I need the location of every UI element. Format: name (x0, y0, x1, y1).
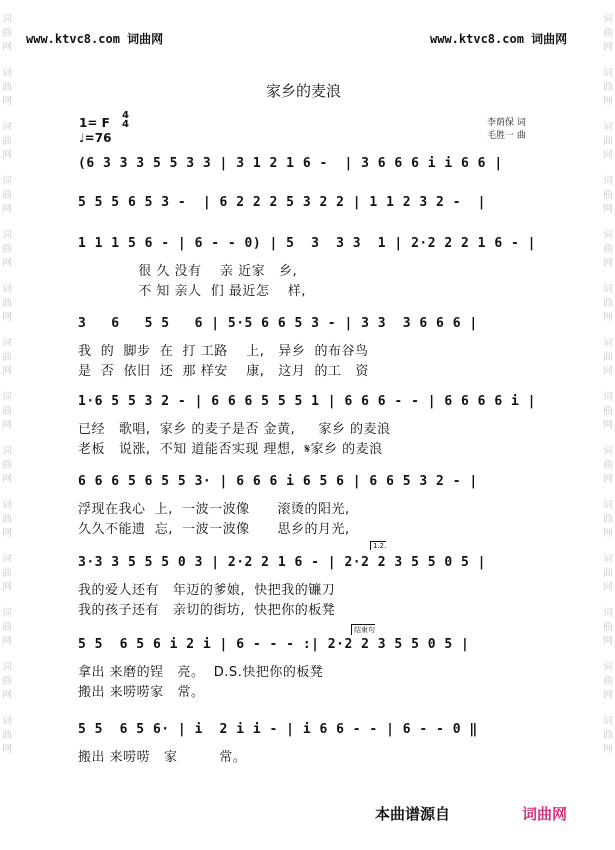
watermark-glyphs: 词 曲 网 (603, 608, 613, 647)
lyric-row: 很 久 没有 亲 近家 乡, (78, 264, 298, 279)
notation-row: 5 5 5 6 5 3 - | 6 2 2 2 5 3 2 2 | 1 1 2 3 2 - | (78, 195, 487, 210)
lyric-row: 久久不能遗 忘, 一波一波像 思乡的月光, (78, 522, 350, 537)
watermark-glyphs: 词 曲 网 (2, 68, 12, 107)
lyric-row: 我 的 脚步 在 打 工路 上, 异乡 的布谷鸟 (78, 344, 369, 359)
watermark-glyphs: 词 曲 网 (2, 14, 12, 53)
notation-row: 6 6 6 5 6 5 5 3· | 6 6 6 i 6 5 6 | 6 6 5 3 2 - | (78, 474, 478, 489)
notation-row: 5 5 6 5 6· | i 2 i i - | i 6 6 - - | 6 - - 0 ‖ (78, 722, 478, 737)
watermark-glyphs: 词 曲 网 (603, 122, 613, 161)
volta-ending-mark: 1.2. (370, 541, 386, 550)
notation-row: 1·6 5 5 3 2 - | 6 6 6 5 5 5 1 | 6 6 6 - - | 6 6 6 6 i | (78, 394, 536, 409)
notation-row: (6 3 3 3 5 5 3 3 | 3 1 2 1 6 - | 3 6 6 6 i i 6 6 | (78, 156, 503, 171)
watermark-glyphs: 词 曲 网 (2, 122, 12, 161)
song-title: 家乡的麦浪 (266, 82, 342, 100)
lyric-row: 老板 说涨, 不知 道能否实现 理想, 𝄋家乡 的麦浪 (78, 442, 383, 457)
notation-row: 3·3 3 5 5 5 0 3 | 2·2 2 1 6 - | 2·2 2 3 5 5 0 5 | (78, 555, 487, 570)
brand-logo-text[interactable]: 词曲网 (522, 805, 568, 823)
lyric-row: 搬出 来唠唠 家 常。 (78, 750, 247, 765)
source-label: 本曲谱源自 (375, 805, 451, 823)
watermark-glyphs: 词 曲 网 (603, 446, 613, 485)
lyric-row: 搬出 来唠唠家 常。 (78, 685, 205, 700)
watermark-glyphs: 词 曲 网 (603, 500, 613, 539)
watermark-glyphs: 词 曲 网 (603, 338, 613, 377)
lyric-row: 我的孩子还有 亲切的街坊, 快把你的板凳 (78, 603, 336, 618)
lyricist-credit: 李荫保 词 (487, 118, 526, 128)
watermark-glyphs: 词 曲 网 (603, 230, 613, 269)
lyric-row: 浮现在我心 上, 一波一波像 滚烫的阳光, (78, 502, 350, 517)
watermark-glyphs: 词 曲 网 (2, 176, 12, 215)
key-signature: 1= F (79, 116, 110, 130)
lyric-row: 我的爱人还有 年迈的爹娘, 快把我的镰刀 (78, 583, 336, 598)
watermark-glyphs: 词 曲 网 (603, 662, 613, 701)
composer-credit: 毛胜一 曲 (487, 131, 526, 141)
lyric-row: 拿出 来磨的锃 亮。 D.S.快把你的板凳 (78, 665, 324, 680)
watermark-glyphs: 词 曲 网 (2, 392, 12, 431)
watermark-glyphs: 词 曲 网 (2, 716, 12, 755)
lyric-row: 已经 歌唱, 家乡 的麦子是否 金黄, 家乡 的麦浪 (78, 422, 391, 437)
watermark-glyphs: 词 曲 网 (2, 500, 12, 539)
notation-row: 1 1 1 5 6 - | 6 - - 0) | 5 3 3 3 1 | 2·2 2 2 1 6 - | (78, 236, 536, 251)
lyric-row: 不 知 亲人 们 最近怎 样, (78, 284, 307, 299)
coda-mark: 结束句 (351, 624, 375, 635)
tempo-marking: ♩=76 (79, 131, 112, 145)
watermark-glyphs: 词 曲 网 (2, 608, 12, 647)
site-url-left[interactable]: www.ktvc8.com 词曲网 (26, 32, 164, 46)
watermark-glyphs: 词 曲 网 (2, 338, 12, 377)
notation-row: 3 6 5 5 6 | 5·5 6 6 5 3 - | 3 3 3 6 6 6 | (78, 316, 478, 331)
time-signature: 4 4 (122, 110, 129, 130)
lyric-row: 是 否 依旧 还 那 样安 康, 这月 的工 资 (78, 364, 369, 379)
watermark-glyphs: 词 曲 网 (603, 554, 613, 593)
watermark-glyphs: 词 曲 网 (2, 230, 12, 269)
site-url-right[interactable]: www.ktvc8.com 词曲网 (430, 32, 568, 46)
notation-row: 5 5 6 5 6 i 2 i | 6 - - - :| 2·2 2 3 5 5 0 5 | (78, 637, 470, 652)
watermark-glyphs: 词 曲 网 (2, 554, 12, 593)
watermark-glyphs: 词 曲 网 (2, 446, 12, 485)
watermark-glyphs: 词 曲 网 (603, 716, 613, 755)
watermark-glyphs: 词 曲 网 (603, 176, 613, 215)
watermark-glyphs: 词 曲 网 (2, 662, 12, 701)
watermark-glyphs: 词 曲 网 (2, 284, 12, 323)
watermark-glyphs: 词 曲 网 (603, 284, 613, 323)
watermark-glyphs: 词 曲 网 (603, 68, 613, 107)
watermark-glyphs: 词 曲 网 (603, 392, 613, 431)
watermark-glyphs: 词 曲 网 (603, 14, 613, 53)
right-watermark-strip (601, 0, 615, 850)
left-watermark-strip (0, 0, 14, 850)
